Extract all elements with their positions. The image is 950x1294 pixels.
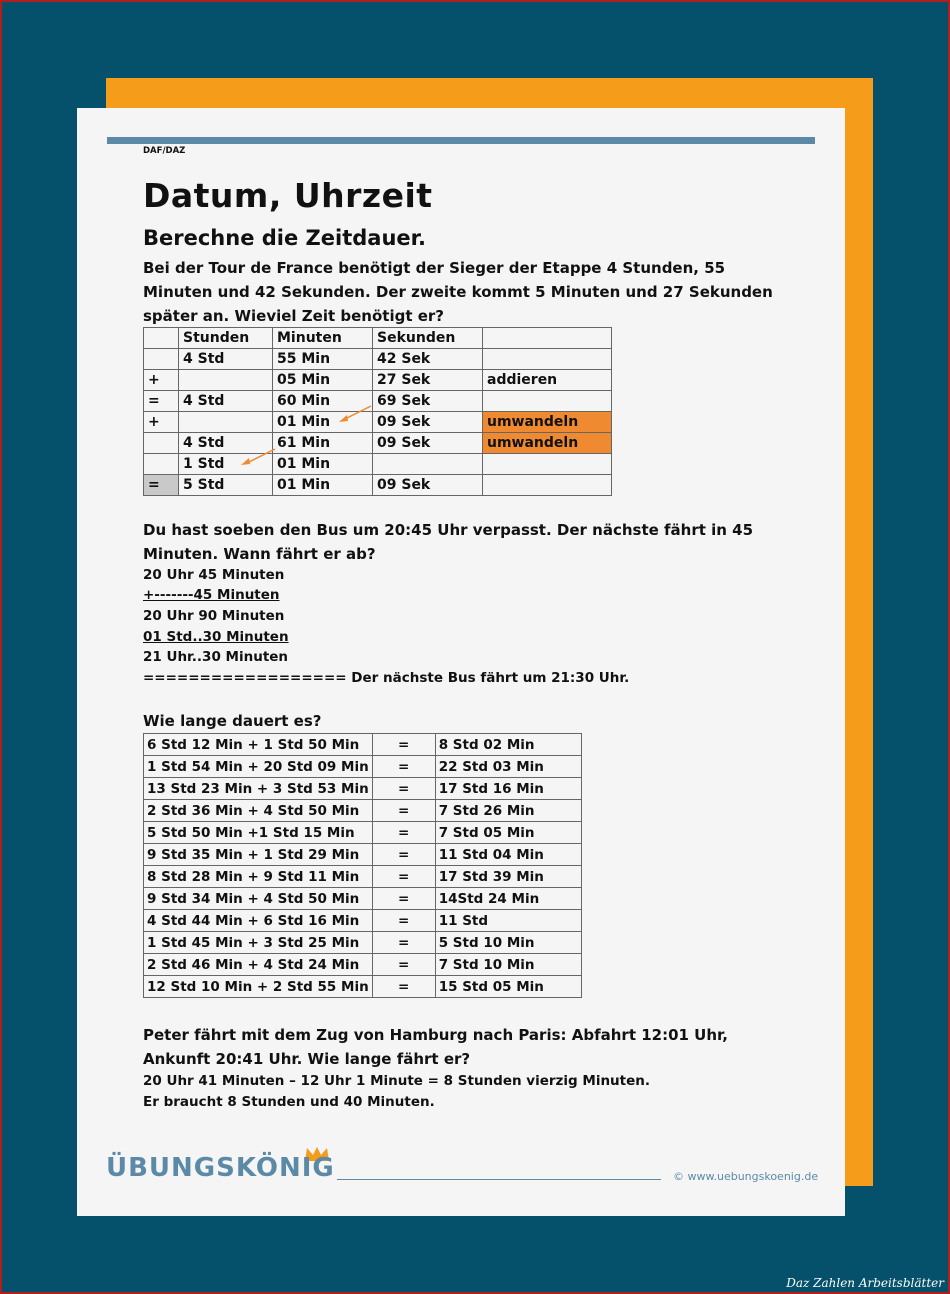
answer-line: Er braucht 8 Stunden und 40 Minuten. <box>143 1094 435 1110</box>
table-cell <box>483 391 612 412</box>
table-cell: = <box>372 954 435 976</box>
table-cell: = <box>372 822 435 844</box>
table-cell: 09 Sek <box>373 433 483 454</box>
header-cell: Sekunden <box>373 328 483 349</box>
task1-text: Bei der Tour de France benötigt der Sieger der Etappe 4 Stunden, 55 Minuten und 42 Sekunden. Der zweite kommt 5 Minuten und 27 Sekunden später an. Wieviel Zeit benötigt er? <box>143 259 773 325</box>
table-cell: 1 Std 45 Min + 3 Std 25 Min <box>144 932 373 954</box>
table-cell: 60 Min <box>273 391 373 412</box>
duration-table <box>143 733 582 998</box>
table-cell: 9 Std 35 Min + 1 Std 29 Min <box>144 844 373 866</box>
table-cell: 9 Std 34 Min + 4 Std 50 Min <box>144 888 373 910</box>
table-cell: 7 Std 05 Min <box>435 822 581 844</box>
table-cell: 12 Std 10 Min + 2 Std 55 Min <box>144 976 373 998</box>
table-row <box>144 454 612 475</box>
table-cell: 4 Std 44 Min + 6 Std 16 Min <box>144 910 373 932</box>
table-row <box>144 888 582 910</box>
table-cell: = <box>372 866 435 888</box>
calc-line: 20 Uhr 90 Minuten <box>143 608 285 624</box>
table-row <box>144 976 582 998</box>
table-cell: = <box>372 910 435 932</box>
table-cell: 09 Sek <box>373 475 483 496</box>
table-cell: 14Std 24 Min <box>435 888 581 910</box>
table-cell: 69 Sek <box>373 391 483 412</box>
table-cell: 7 Std 26 Min <box>435 800 581 822</box>
table-cell: 01 Min <box>273 412 373 433</box>
table-cell <box>483 475 612 496</box>
table-row <box>144 866 582 888</box>
table-cell <box>144 454 179 475</box>
table-cell: = <box>372 844 435 866</box>
copyright-link[interactable]: © www.uebungskoenig.de <box>673 1170 819 1183</box>
table-cell <box>144 433 179 454</box>
table-cell: = <box>144 475 179 496</box>
table-cell <box>179 370 273 391</box>
table-cell: 4 Std <box>179 391 273 412</box>
table-cell: 15 Std 05 Min <box>435 976 581 998</box>
table-cell: = <box>372 778 435 800</box>
table-cell: 8 Std 28 Min + 9 Std 11 Min <box>144 866 373 888</box>
table-cell <box>179 412 273 433</box>
table-row <box>144 475 612 496</box>
table-row <box>144 778 582 800</box>
page-subtitle: Berechne die Zeitdauer. <box>143 226 426 250</box>
table-row <box>144 954 582 976</box>
table-cell: 42 Sek <box>373 349 483 370</box>
table-cell: 27 Sek <box>373 370 483 391</box>
table-row <box>144 734 582 756</box>
task3-title: Wie lange dauert es? <box>143 712 322 730</box>
table-cell: 5 Std 50 Min +1 Std 15 Min <box>144 822 373 844</box>
table-cell: 1 Std 54 Min + 20 Std 09 Min <box>144 756 373 778</box>
table-cell: 22 Std 03 Min <box>435 756 581 778</box>
table-row <box>144 433 612 454</box>
table-cell: = <box>372 800 435 822</box>
table-header-row <box>144 328 612 349</box>
table-row <box>144 800 582 822</box>
table-cell: 1 Std <box>179 454 273 475</box>
calc-line: 20 Uhr 45 Minuten <box>143 567 285 583</box>
table-cell: 05 Min <box>273 370 373 391</box>
answer-line: 20 Uhr 41 Minuten – 12 Uhr 1 Minute = 8 Stunden vierzig Minuten. <box>143 1073 651 1089</box>
tour-calculation-table <box>143 327 612 496</box>
table-cell: 8 Std 02 Min <box>435 734 581 756</box>
table-cell <box>144 349 179 370</box>
table-row <box>144 349 612 370</box>
table-cell: 09 Sek <box>373 412 483 433</box>
table-cell: 01 Min <box>273 454 373 475</box>
table-cell: addieren <box>483 370 612 391</box>
table-cell: 01 Min <box>273 475 373 496</box>
table-cell: = <box>144 391 179 412</box>
table-cell: = <box>372 932 435 954</box>
table-cell: 2 Std 46 Min + 4 Std 24 Min <box>144 954 373 976</box>
table-cell: 5 Std 10 Min <box>435 932 581 954</box>
table-cell: 11 Std <box>435 910 581 932</box>
table-cell <box>373 454 483 475</box>
table-row <box>144 391 612 412</box>
header-cell <box>483 328 612 349</box>
top-rule <box>107 137 815 144</box>
header-cell: Stunden <box>179 328 273 349</box>
table-cell: 2 Std 36 Min + 4 Std 50 Min <box>144 800 373 822</box>
table-cell <box>483 454 612 475</box>
footer-rule <box>337 1179 661 1180</box>
table-row <box>144 910 582 932</box>
calc-line: 01 Std..30 Minuten <box>143 629 289 645</box>
table-row <box>144 756 582 778</box>
table-cell: 55 Min <box>273 349 373 370</box>
task4-text: Peter fährt mit dem Zug von Hamburg nach Paris: Abfahrt 12:01 Uhr, Ankunft 20:41 Uhr. Wie lange fährt er? <box>143 1026 728 1068</box>
table-cell: 61 Min <box>273 433 373 454</box>
table-cell: 4 Std <box>179 349 273 370</box>
table-cell: 6 Std 12 Min + 1 Std 50 Min <box>144 734 373 756</box>
table-cell: 17 Std 39 Min <box>435 866 581 888</box>
table-cell: + <box>144 412 179 433</box>
calc-line: +-------45 Minuten <box>143 587 280 603</box>
table-cell: 5 Std <box>179 475 273 496</box>
calc-result-line: ================== Der nächste Bus fährt um 21:30 Uhr. <box>143 670 630 686</box>
table-cell: 4 Std <box>179 433 273 454</box>
table-row <box>144 412 612 433</box>
table-cell: = <box>372 976 435 998</box>
header-cell: Minuten <box>273 328 373 349</box>
calc-line: 21 Uhr..30 Minuten <box>143 649 289 665</box>
brand-logo: ÜBUNGSKÖNIG <box>106 1153 335 1183</box>
table-cell: 17 Std 16 Min <box>435 778 581 800</box>
header-cell <box>144 328 179 349</box>
category-tag: DAF/DAZ <box>143 146 186 156</box>
task2-text: Du hast soeben den Bus um 20:45 Uhr verpasst. Der nächste fährt in 45 Minuten. Wann fährt er ab? <box>143 521 754 563</box>
highlight-cell: umwandeln <box>483 433 612 454</box>
table-row <box>144 844 582 866</box>
table-row <box>144 370 612 391</box>
table-cell: = <box>372 734 435 756</box>
table-cell: + <box>144 370 179 391</box>
table-row <box>144 822 582 844</box>
table-cell <box>483 349 612 370</box>
table-cell: = <box>372 756 435 778</box>
table-cell: 11 Std 04 Min <box>435 844 581 866</box>
watermark-text: Daz Zahlen Arbeitsblätter <box>786 1276 944 1290</box>
table-cell: 13 Std 23 Min + 3 Std 53 Min <box>144 778 373 800</box>
worksheet-page <box>77 108 845 1216</box>
table-row <box>144 932 582 954</box>
table-cell: = <box>372 888 435 910</box>
highlight-cell: umwandeln <box>483 412 612 433</box>
table-cell: 7 Std 10 Min <box>435 954 581 976</box>
page-title: Datum, Uhrzeit <box>143 176 433 215</box>
